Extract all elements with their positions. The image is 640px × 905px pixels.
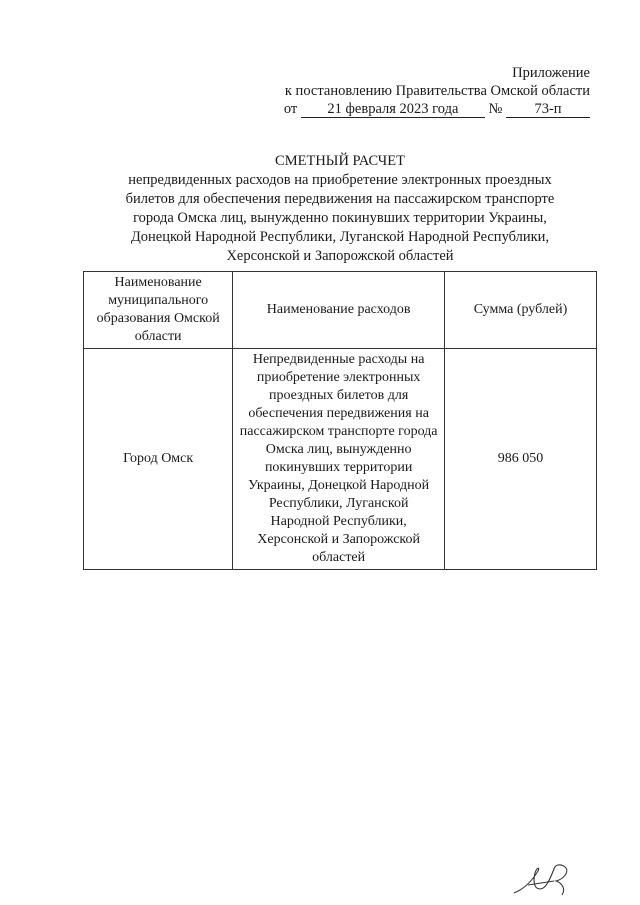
decree-number: 73-п bbox=[506, 101, 590, 118]
appendix-date-line bbox=[284, 100, 590, 118]
number-sign: № bbox=[488, 101, 503, 117]
estimate-table bbox=[83, 271, 597, 570]
cell-municipality: Город Омск bbox=[84, 349, 233, 570]
handwritten-initials-mark bbox=[510, 859, 580, 899]
cell-amount: 986 050 bbox=[444, 349, 596, 570]
table-header-row bbox=[84, 272, 597, 349]
decree-date: 21 февраля 2023 года bbox=[301, 101, 485, 118]
appendix-decree: к постановлению Правительства Омской области bbox=[284, 83, 590, 99]
appendix-block bbox=[284, 64, 590, 118]
table-row bbox=[84, 349, 597, 570]
document-subtitle: непредвиденных расходов на приобретение электронных проездных билетов для обеспечения передвижения на пассажирском транспорте города Омска лиц, вынужденно покинувших территории Украины, Донецкой Народной Республики, Луганской Народной Республики, Херсонской и Запорожской областей bbox=[125, 172, 555, 264]
header-expense: Наименование расходов bbox=[233, 272, 445, 349]
header-amount: Сумма (рублей) bbox=[444, 272, 596, 349]
document-title: СМЕТНЫЙ РАСЧЕТ bbox=[275, 153, 405, 169]
appendix-label: Приложение bbox=[512, 65, 590, 81]
document-heading bbox=[70, 152, 610, 266]
date-prefix: от bbox=[283, 101, 298, 117]
header-municipality: Наименование муниципального образования Омской области bbox=[84, 272, 233, 349]
cell-expense: Непредвиденные расходы на приобретение электронных проездных билетов для обеспечения передвижения на пассажирском транспорте города Омска лиц, вынужденно покинувших территории Украины, Донецкой Народной Республики, Луганской Народной Республики, Херсонской и Запорожской областей bbox=[233, 349, 445, 570]
